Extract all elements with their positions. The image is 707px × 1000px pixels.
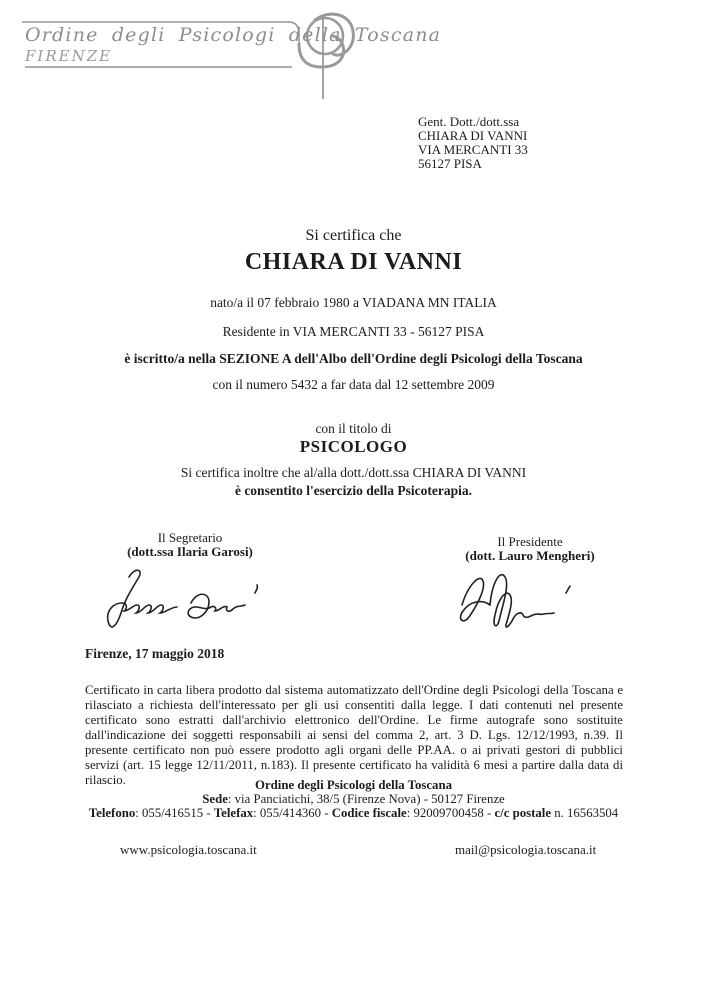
recipient-name: CHIARA DI VANNI [418,128,528,143]
secretary-signature-block [80,531,300,635]
recipient-address-block [418,115,528,171]
legal-notice: Certificato in carta libera prodotto dal sistema automatizzato dell'Ordine degli Psicologi della Toscana e rilasciato a richiesta dell'interessato per gli usi consentiti dalla legge. I dati contenuti nel presente certificato sono estratti dall'archivio elettronico dell'Ordine. Le firme autografe sono sostituite dall'indicazione dei soggetti responsabili ai sensi del comma 2, art. 3 D. Lgs. 12/12/1993, n.39. Il presente certificato non può essere prodotto agli organi delle PP.AA. o ai privati gestori di pubblici servizi (art. 15 legge 12/11/2011, n.183). Il presente certificato ha validità 6 mesi a partire dalla data di rilascio. [85,683,623,787]
footer-telefax-label: Telefax [213,806,254,820]
president-signature-icon [450,567,610,631]
footer-cc-postale-value: n. 16563504 [551,806,619,820]
letterhead-org-city: FIRENZE [25,47,113,65]
footer-email: mail@psicologia.toscana.it [455,842,597,857]
issue-place-date: Firenze, 17 maggio 2018 [85,646,225,661]
footer-telefono-value: : 055/416515 - [135,806,214,820]
registration-line: è iscritto/a nella SEZIONE A dell'Albo dell'Ordine degli Psicologi della Toscana [124,351,583,366]
secretary-role: Il Segretario [157,530,223,545]
footer-contact-line [0,806,707,821]
footer-codice-fiscale-label: Codice fiscale [331,806,407,820]
professional-title: PSICOLOGO [299,437,408,456]
recipient-salutation: Gent. Dott./dott.ssa [418,114,520,129]
secretary-signature-icon [95,563,285,635]
title-intro-line: con il titolo di [315,421,392,436]
birth-line: nato/a il 07 febbraio 1980 a VIADANA MN ITALIA [210,295,497,310]
footer-telefono-label: Telefono [88,806,136,820]
recipient-street: VIA MERCANTI 33 [418,142,528,157]
psychotherapy-grant-line: è consentito l'esercizio della Psicoterapia. [234,483,473,498]
footer-website: www.psicologia.toscana.it [120,842,257,857]
footer-cc-postale-label: c/c postale [494,806,552,820]
footer-codice-fiscale-value: : 92009700458 - [406,806,495,820]
footer-org-name: Ordine degli Psicologi della Toscana [255,778,452,792]
certificate-holder-name: CHIARA DI VANNI [244,249,463,275]
recipient-city: 56127 PISA [418,156,482,171]
president-role: Il Presidente [497,534,563,549]
psychotherapy-intro-line: Si certifica inoltre che al/alla dott./dott.ssa CHIARA DI VANNI [180,465,527,480]
registration-number-line: con il numero 5432 a far data dal 12 settembre 2009 [212,377,495,392]
footer-sede-value: : via Panciatichi, 38/5 (Firenze Nova) - 50127 Firenze [227,792,505,806]
president-name: (dott. Lauro Mengheri) [465,548,595,563]
footer-address-line [0,792,707,807]
footer-sede-label: Sede [202,792,228,806]
residence-line: Residente in VIA MERCANTI 33 - 56127 PISA [222,324,485,339]
president-signature-block [420,535,640,631]
letterhead-org-name: Ordine degli Psicologi della Toscana [25,24,442,46]
certify-intro-line: Si certifica che [305,227,402,244]
secretary-name: (dott.ssa Ilaria Garosi) [127,544,253,559]
footer-telefax-value: : 055/414360 - [253,806,332,820]
